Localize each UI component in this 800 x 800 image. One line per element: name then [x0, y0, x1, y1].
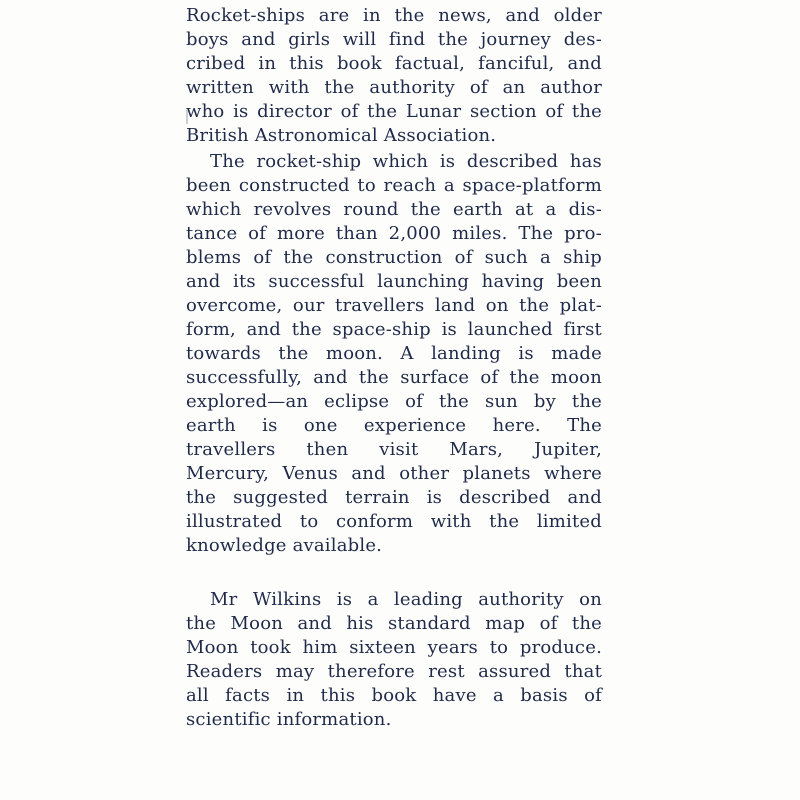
paragraph-1-line-4: written with the authority of an author — [186, 77, 602, 98]
paragraph-2-line-17: knowledge available. — [186, 535, 383, 556]
paragraph-2-line-15: the suggested terrain is described and — [186, 487, 602, 508]
paragraph-1-line-6: British Astronomical Association. — [186, 125, 497, 146]
paragraph-3-line-4: Readers may therefore rest assured that — [186, 661, 602, 682]
paragraph-2-line-7: overcome, our travellers land on the plat- — [186, 295, 602, 316]
paragraph-3-line-5: all facts in this book have a basis of — [186, 685, 602, 706]
paragraph-1-line-3: cribed in this book factual, fanciful, and — [186, 53, 602, 74]
paragraph-3-line-2: the Moon and his standard map of the — [186, 613, 602, 634]
paragraph-2-line-5: blems of the construction of such a ship — [186, 247, 602, 268]
paragraph-2-line-14: Mercury, Venus and other planets where — [186, 463, 602, 484]
paragraph-2-line-2: been constructed to reach a space-platform — [186, 175, 602, 196]
paragraph-2-line-1: The rocket-ship which is described has — [210, 151, 602, 172]
paragraph-2-line-11: explored—an eclipse of the sun by the — [186, 391, 602, 412]
paragraph-3-line-3: Moon took him sixteen years to produce. — [186, 637, 602, 658]
paragraph-2-line-12: earth is one experience here. The — [186, 415, 602, 436]
paragraph-2-line-4: tance of more than 2,000 miles. The pro- — [186, 223, 602, 244]
paragraph-2-line-8: form, and the space-ship is launched first — [186, 319, 602, 340]
paragraph-3-line-1: Mr Wilkins is a leading authority on — [210, 589, 602, 610]
paragraph-3-line-6: scientific information. — [186, 709, 392, 730]
paragraph-2-line-9: towards the moon. A landing is made — [186, 343, 602, 364]
paragraph-2-line-16: illustrated to conform with the limited — [186, 511, 602, 532]
paragraph-2-line-6: and its successful launching having been — [186, 271, 602, 292]
paragraph-2-line-10: successfully, and the surface of the moon — [186, 367, 602, 388]
paragraph-2-line-3: which revolves round the earth at a dis- — [186, 199, 602, 220]
paragraph-2-line-13: travellers then visit Mars, Jupiter, — [186, 439, 602, 460]
paragraph-1-line-2: boys and girls will find the journey des- — [186, 29, 602, 50]
paragraph-1-line-1: Rocket-ships are in the news, and older — [186, 5, 602, 26]
paragraph-1-line-5: who is director of the Lunar section of the — [186, 101, 602, 122]
